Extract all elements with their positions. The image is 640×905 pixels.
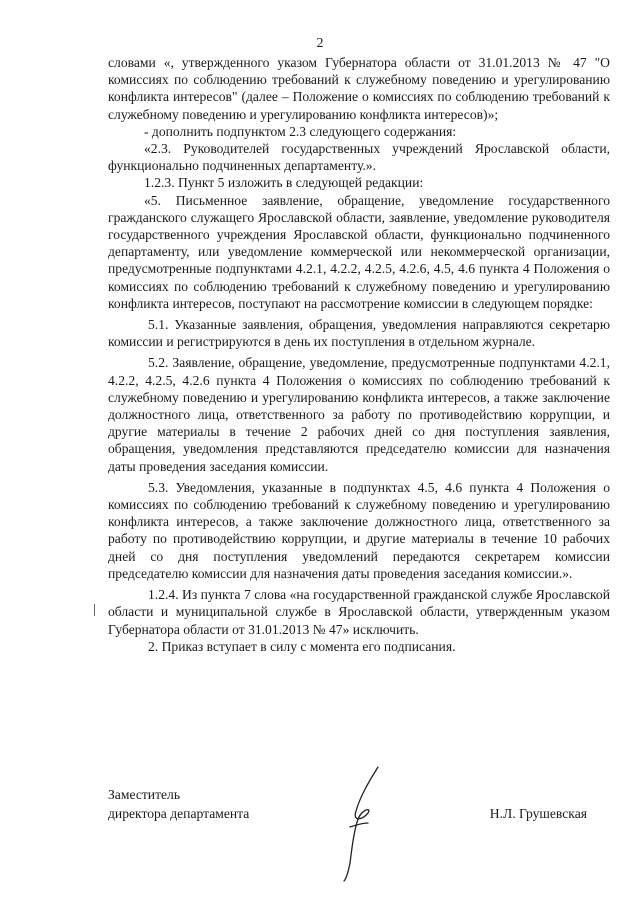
paragraph-9: 1.2.4. Из пункта 7 слова «на государственной гражданской службе Ярославской области и муниципальной службе в Ярославской области, утвержденным указом Губернатора области от 31.01.2013 № 47» исключить. bbox=[108, 587, 610, 637]
paragraph-6: 5.1. Указанные заявления, обращения, уведомления направляются секретарю комиссии и регистрируются в день их поступления в отдельном журнале. bbox=[108, 317, 610, 350]
paragraph-1: словами «, утвержденного указом Губернатора области от 31.01.2013 № 47 "О комиссиях по соблюдению требований к служебному поведению и урегулированию конфликта интересов" (далее – Положение о комиссиях по соблюдению требований к служебному поведению и урегулированию конфликта интересов)»; bbox=[108, 55, 610, 122]
document-body bbox=[108, 54, 610, 655]
paragraph-7: 5.2. Заявление, обращение, уведомление, предусмотренные подпунктами 4.2.1, 4.2.2, 4.2.5, 4.2.6 пункта 4 Положения о комиссиях по соблюдению требований к служебному поведению и урегулированию конфликта интересов, а также заключение должностного лица, ответственного за работу по противодействию коррупции, и другие материалы в течение 2 рабочих дней со дня поступления заявления, обращения, уведомления представляются председателю комиссии для назначения даты проведения заседания комиссии. bbox=[108, 355, 610, 474]
paragraph-5: «5. Письменное заявление, обращение, уведомление государственного гражданского служащего Ярославской области, заявление, уведомление руководителя государственного учреждения Ярославской области, функционально подчиненного департаменту, или уведомление коммерческой или некоммерческой организации, предусмотренные подпунктами 4.2.1, 4.2.2, 4.2.5, 4.2.6, 4.5, 4.6 пункта 4 Положения о комиссиях по соблюдению требований к служебному поведению и урегулированию конфликта интересов, поступают на рассмотрение комиссии в следующем порядке: bbox=[108, 192, 610, 311]
paragraph-3: «2.3. Руководителей государственных учреждений Ярославской области, функционально подчиненных департаменту.». bbox=[108, 141, 610, 174]
paragraph-4: 1.2.3. Пункт 5 изложить в следующей редакции: bbox=[144, 175, 424, 191]
paragraph-10: 2. Приказ вступает в силу с момента его подписания. bbox=[148, 638, 456, 654]
paragraph-8: 5.3. Уведомления, указанные в подпунктах 4.5, 4.6 пункта 4 Положения о комиссиях по соблюдению требований к служебному поведению и урегулированию конфликта интересов, а также заключение должностного лица, ответственного за работу по противодействию коррупции, и другие материалы в течение 10 рабочих дней со дня поступления уведомлений передаются секретарем комиссии председателю комиссии для назначения даты проведения заседания комиссии.». bbox=[108, 479, 610, 581]
signatory-title-line-1: Заместитель bbox=[108, 787, 181, 802]
paragraph-2: - дополнить подпунктом 2.3 следующего содержания: bbox=[144, 123, 457, 139]
page-number: 2 bbox=[316, 36, 324, 51]
signatory-title-line-2: директора департамента bbox=[108, 806, 250, 821]
margin-mark bbox=[94, 604, 95, 616]
handwritten-signature bbox=[338, 763, 386, 883]
signatory-name: Н.Л. Грушевская bbox=[489, 806, 587, 821]
